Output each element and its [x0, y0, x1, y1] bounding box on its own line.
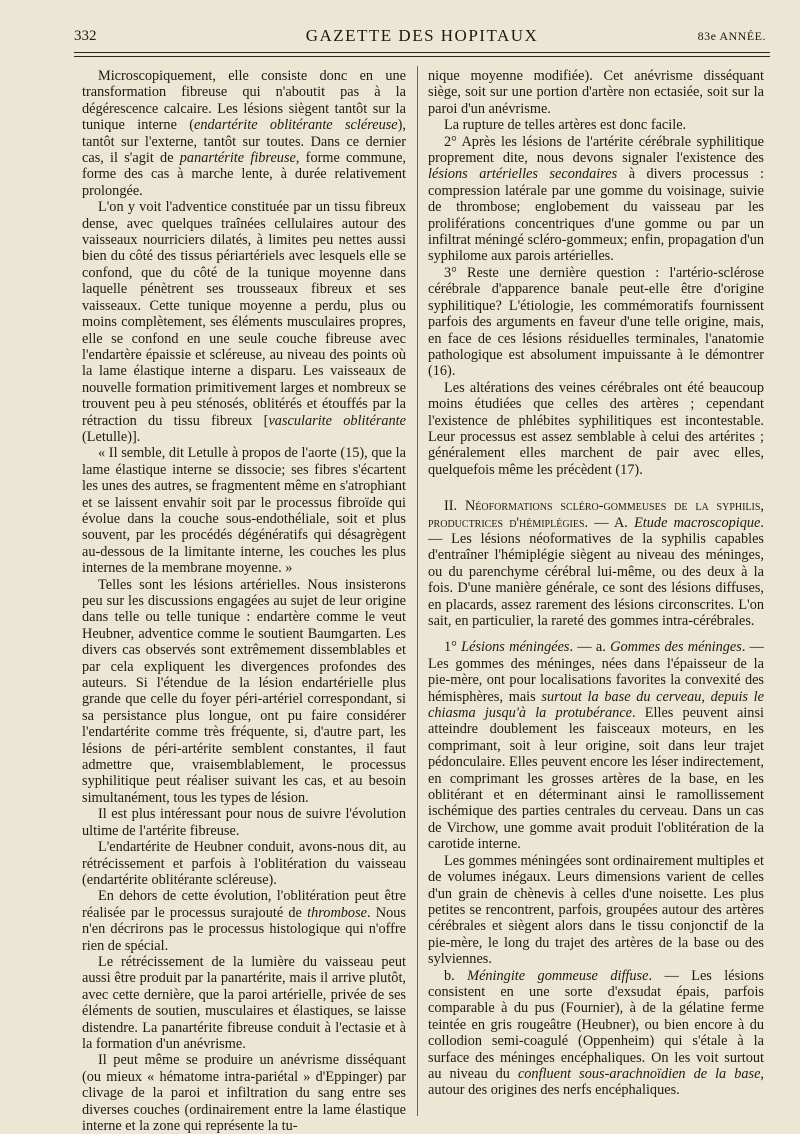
paragraph: nique moyenne modifiée). Cet anévrisme disséquant siège, soit sur une portion d'artère non ectasiée, soit sur la paroi d'un anévrisme.	[428, 68, 764, 117]
running-title: GAZETTE DES HOPITAUX	[305, 26, 539, 45]
page-number: 332	[74, 28, 97, 44]
paragraph: 3° Reste une dernière question : l'artério-sclérose cérébrale d'apparence banale peut-elle être d'origine syphilitique? L'étiologie, les commémoratifs fournissent parfois des arguments en faveur d'une telle origine, mais, en face de ces lésions résiduelles terminales, l'anatomie pathologique est absolument impuissante à le démontrer (16).	[428, 264, 764, 380]
paragraph: Il est plus intéressant pour nous de suivre l'évolution ultime de l'artérite fibreuse.	[82, 806, 406, 839]
paragraph: Il peut même se produire un anévrisme disséquant (ou mieux « hématome intra-pariétal » d'Eppinger) par clivage de la paroi et infiltration du sang entre ses diverses couches (ordinairement entre la lame élastique interne et la zone qui représente la tu-	[82, 1052, 406, 1134]
paragraph: « Il semble, dit Letulle à propos de l'aorte (15), que la lame élastique interne se dissocie; ses fibres s'écartent les unes des autres, se fragmentent même en s'atrophiant et se laissent envahir soit par le processus fibroïde qui évolue dans la couche sous-endothéliale, soit et plus souvent, par les procédés dégénératifs qui désagrègent au-dessous de la limitante interne, les couches les plus internes de la membrane moyenne. »	[82, 445, 406, 577]
paragraph: Les gommes méningées sont ordinairement multiples et de volumes inégaux. Leurs dimensions varient de celles d'un grain de chènevis à celles d'une noisette. Les plus petites se rencontrent, parfois, groupées autour des artères cérébrales et siègent alors dans le tissu conjonctif de la pie-mère, le long du trajet des artères de la base ou des sylviennes.	[428, 852, 764, 968]
page-header	[74, 26, 770, 46]
header-rule-thick	[74, 52, 770, 53]
paragraph: Les altérations des veines cérébrales ont été beaucoup moins étudiées que celles des artères ; cependant l'existence de phlébites syphilitiques est incontestable. Leur processus est assez semblable à celui des artérites ; généralement elles marchent de pair avec elles, quelquefois même les précèdent (17).	[428, 379, 764, 478]
header-rule-thin	[74, 56, 770, 57]
paragraph: b. Méningite gommeuse diffuse. — Les lésions consistent en une sorte d'exsudat épais, parfois comparable à du pus (Fournier), à de la gélatine ferme teintée en gris rougeâtre (Heubner), ou bien encore à du collodion semi-coagulé (Oppenheim) qui s'étale à la surface des méninges encéphaliques. On les voit surtout au niveau du confluent sous-arachnoïdien de la base, autour des origines des nerfs encéphaliques.	[428, 967, 764, 1099]
paragraph: Telles sont les lésions artérielles. Nous insisterons peu sur les discussions engagées au sujet de leur origine dans telle ou telle tunique : endartère comme le veut Heubner, adventice comme le soutient Baumgarten. Les divers cas observés sont extrêmement dissemblables et par cela expliquent les divergences profondes des auteurs. Si l'étendue de la lésion endartérielle plus grande que celle du foyer péri-artériel correspondant, si sa persistance plus longue, ont pu faire considérer l'endartérite comme très fréquente, si, d'autre part, les lésions de péri-artérite semblent constantes, il faut admettre que, vraisemblablement, le processus syphilitique peut réaliser suivant les cas, et au besoin simultanément, tous les types de lésion.	[82, 576, 406, 806]
right-column	[428, 68, 764, 1116]
section-heading-paragraph: II. Néoformations scléro-gommeuses de la syphilis, productrices d'hémiplégies. — A. Etude macroscopique. — Les lésions néoformatives de la syphilis capables d'entraîner l'hémiplégie siègent au niveau des méninges, ou du parenchyme cérébral lui-même, ou des deux à la fois. D'une manière générale, ce sont des lésions diffuses, en placards, assez rarement des lésions circonscrites. L'on sait, en particulier, la rareté des gommes intra-cérébrales.	[428, 498, 765, 629]
volume-year: 83e ANNÉE.	[697, 29, 766, 43]
paragraph: La rupture de telles artères est donc facile.	[444, 117, 687, 134]
paragraph: Microscopiquement, elle consiste donc en une transformation fibreuse qui n'aboutit pas à la dégérescence calcaire. Les lésions siègent tantôt sur la tunique interne (endartérite oblitérante scléreuse), tantôt sur l'externe, tantôt sur toutes. Dans ce dernier cas, il s'agit de panartérite fibreuse, forme commune, forme des cas à marche lente, à durée relativement prolongée.	[82, 68, 406, 199]
paragraph: L'endartérite de Heubner conduit, avons-nous dit, au rétrécissement et parfois à l'oblitération du vaisseau (endartérite oblitérante scléreuse).	[82, 839, 406, 888]
column-divider	[417, 66, 418, 1116]
paragraph: En dehors de cette évolution, l'oblitération peut être réalisée par le processus surajouté de thrombose. Nous n'en décrirons pas le processus histologique qui n'offre rien de spécial.	[82, 888, 406, 954]
paragraph: 2° Après les lésions de l'artérite cérébrale syphilitique proprement dite, nous devons signaler l'existence des lésions artérielles secondaires à divers processus : compression latérale par une gomme du voisinage, suivie de thrombose; englobement du vaisseau par les proliférations concentriques d'une gomme ou par un infiltrat méningé scléro-gommeux; enfin, propagation d'un syphilome aux parois artérielles.	[428, 133, 764, 265]
left-column	[82, 68, 406, 1134]
paragraph: 1° Lésions méningées. — a. Gommes des méninges. — Les gommes des méninges, nées dans l'épaisseur de la pie-mère, ont pour localisations favorites la convexité des hémisphères, mais surtout la base du cerveau, depuis le chiasma jusqu'à la protubérance. Elles peuvent ainsi atteindre doublement les faisceaux moteurs, en les comprimant, soit à leur origine, soit dans leur trajet pédonculaire. Elles peuvent encore les léser indirectement, en comprimant les grosses artères de la base, en les oblitérant et en déterminant ainsi le ramollissement ischémique des parties centrales du cerveau. Dans un cas de Virchow, une gomme avait produit l'oblitération de la carotide interne.	[428, 639, 764, 853]
paragraph: L'on y voit l'adventice constituée par un tissu fibreux dense, avec quelques traînées cellulaires autour des vaisseaux nourriciers dilatés, à limites peu nettes aussi bien du côté des tissus périartériels avec lesquels elle se confond, que du côté de la tunique moyenne dans laquelle pénètrent ses trousseaux fibreux et ses vaisseaux. Cette tunique moyenne a perdu, plus ou moins complètement, ses éléments musculaires propres, elle se confond en une seule couche fibreuse avec l'endartère épaissie et scléreuse, au niveau des points où la lame élastique interne a disparu. Les vaisseaux de nouvelle formation primitivement larges et nombreux se trouvent peu à peu sténosés, oblitérés et étouffés par la rétraction du tissu fibreux [vascularite oblitérante (Letulle)].	[82, 199, 406, 445]
paragraph: Le rétrécissement de la lumière du vaisseau peut aussi être produit par la panartérite, mais il arrive plutôt, avec cette dernière, que la paroi artérielle, privée de ses éléments de soutien, musculaires et élastiques, se laisse distendre. La panartérite fibreuse conduit à l'ectasie et à la formation d'un anévrisme.	[82, 953, 406, 1052]
